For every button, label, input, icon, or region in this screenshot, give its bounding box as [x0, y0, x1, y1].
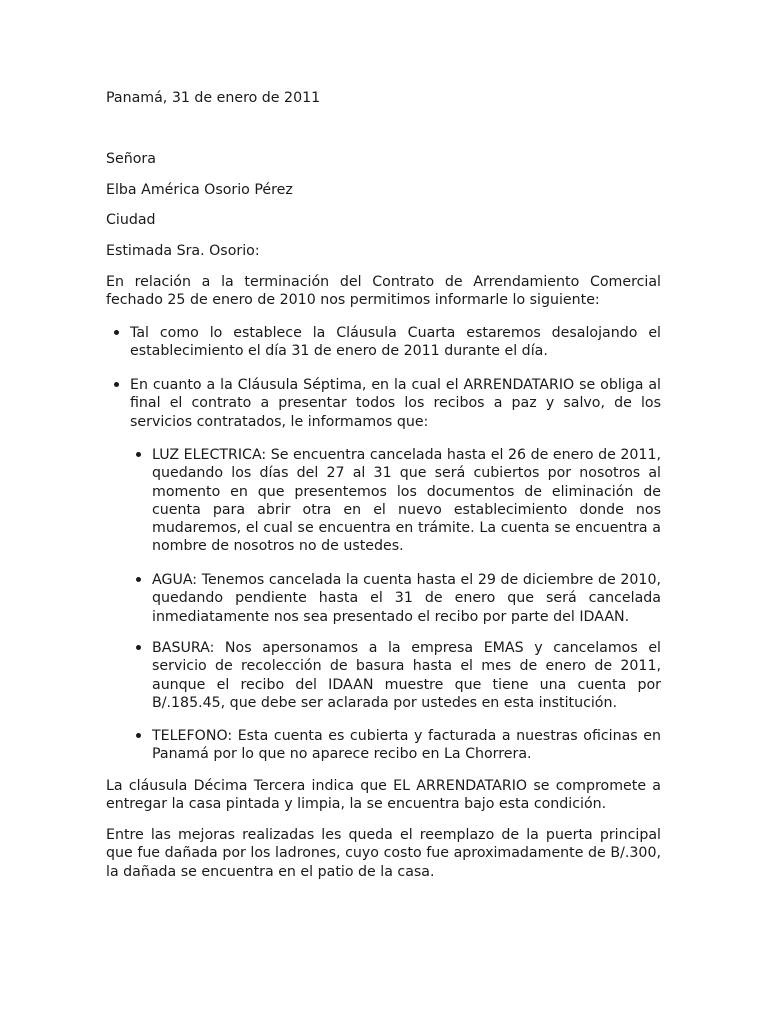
list-item-text: AGUA: Tenemos cancelada la cuenta hasta el 29 de diciembre de 2010, quedando pendiente hasta el 31 de enero que será cancelada inmediatamente nos sea presentado el recibo por parte del IDAAN.	[152, 572, 661, 625]
list-item	[152, 727, 661, 764]
bullet-icon	[114, 376, 120, 394]
improvements-paragraph: Entre las mejoras realizadas les queda el reemplazo de la puerta principal que fue dañada por los ladrones, cuyo costo fue aproximadamente de B/.300, la dañada se encuentra en el patio de la casa.	[106, 827, 661, 880]
bullet-icon	[136, 446, 142, 464]
bullet-icon	[136, 571, 142, 589]
list-item-text: LUZ ELECTRICA: Se encuentra cancelada hasta el 26 de enero de 2011, quedando los días del 27 al 31 que será cubiertos por nosotros al momento en que presentemos los documentos de eliminación de cuenta para abrir otra en el nuevo establecimiento donde nos mudaremos, el cual se encuentra en trámite. La cuenta se encuentra a nombre de nosotros no de ustedes.	[152, 447, 661, 555]
clause-13-paragraph: La cláusula Décima Tercera indica que EL ARRENDATARIO se compromete a entregar la casa pintada y limpia, la se encuentra bajo esta condición.	[106, 778, 661, 813]
list-item	[152, 639, 661, 712]
salutation-title: Señora	[106, 151, 156, 167]
date-line: Panamá, 31 de enero de 2011	[106, 90, 321, 106]
list-item	[130, 376, 661, 431]
recipient-name: Elba América Osorio Pérez	[106, 182, 293, 198]
list-item-text: Tal como lo establece la Cláusula Cuarta estaremos desalojando el establecimiento el día 31 de enero de 2011 durante el día.	[130, 325, 661, 360]
list-item-text: BASURA: Nos apersonamos a la empresa EMAS y cancelamos el servicio de recolección de basura hasta el mes de enero de 2011, aunque el recibo del IDAAN muestre que tiene una cuenta por B/.185.45, que debe ser aclarada por ustedes en esta institución.	[152, 640, 661, 711]
bullet-icon	[136, 727, 142, 745]
list-item-text: TELEFONO: Esta cuenta es cubierta y facturada a nuestras oficinas en Panamá por lo que no aparece recibo en La Chorrera.	[152, 728, 661, 763]
greeting: Estimada Sra. Osorio:	[106, 243, 260, 259]
list-item	[152, 446, 661, 556]
bullet-icon	[136, 639, 142, 657]
recipient-city: Ciudad	[106, 212, 156, 228]
intro-paragraph: En relación a la terminación del Contrato de Arrendamiento Comercial fechado 25 de enero de 2010 nos permitimos informarle lo siguiente:	[106, 274, 661, 309]
list-item-text: En cuanto a la Cláusula Séptima, en la cual el ARRENDATARIO se obliga al final el contrato a presentar todos los recibos a paz y salvo, de los servicios contratados, le informamos que:	[130, 377, 661, 430]
bullet-icon	[114, 324, 120, 342]
list-item	[152, 571, 661, 626]
list-item	[130, 324, 661, 361]
